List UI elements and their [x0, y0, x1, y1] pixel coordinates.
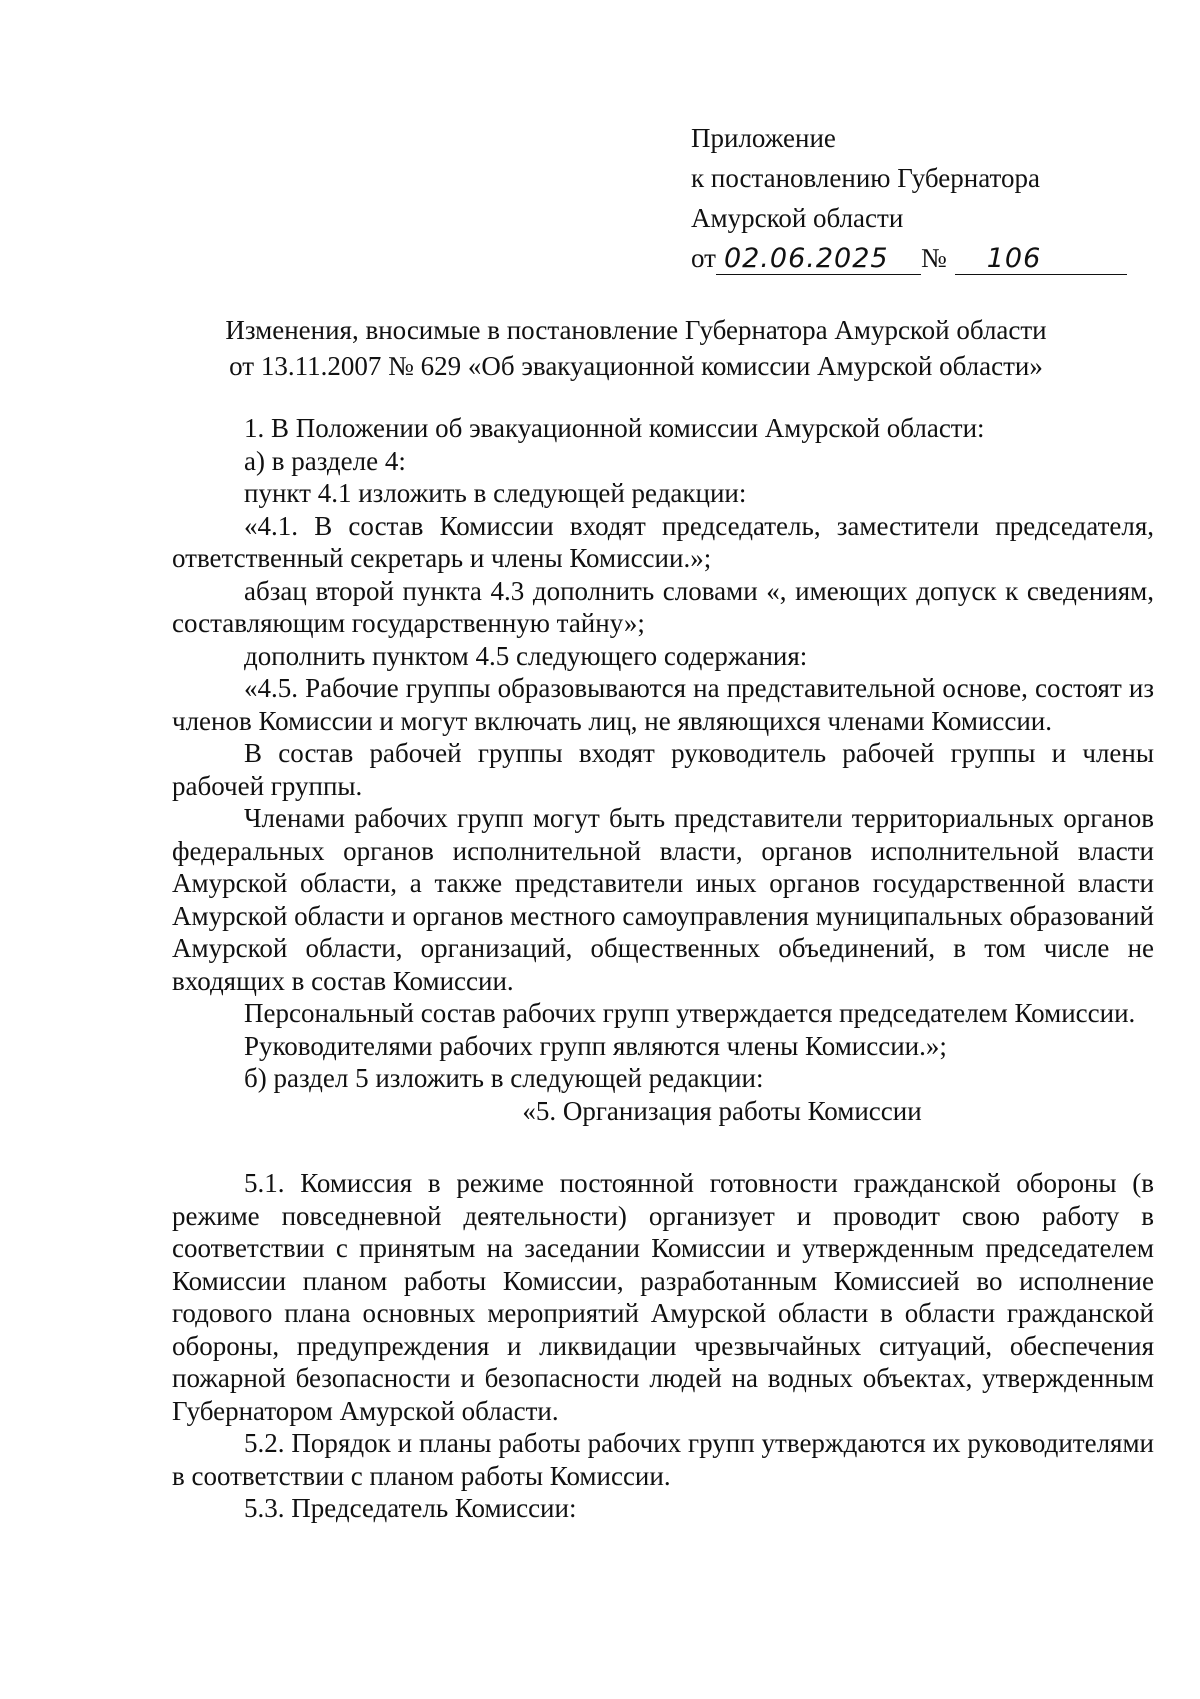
- document-title: [172, 312, 1100, 384]
- handwritten-number: 106: [955, 244, 1127, 275]
- paragraph: 5.3. Председатель Комиссии:: [244, 1493, 577, 1523]
- paragraph: б) раздел 5 изложить в следующей редакции:: [244, 1063, 764, 1093]
- paragraph: 5.2. Порядок и планы работы рабочих групп утверждаются их руководителями в соответствии с планом работы Комиссии.: [172, 1428, 1154, 1491]
- section-heading: «5. Организация работы Комиссии: [522, 1095, 922, 1126]
- paragraph: Руководителями рабочих групп являются члены Комиссии.»;: [244, 1030, 947, 1061]
- paragraph: абзац второй пункта 4.3 дополнить словами «, имеющих допуск к сведениям, составляющим государственную тайну»;: [172, 575, 1154, 638]
- title-line-1: Изменения, вносимые в постановление Губернатора Амурской области: [225, 315, 1047, 345]
- title-line-2: от 13.11.2007 № 629 «Об эвакуационной комиссии Амурской области»: [229, 351, 1043, 381]
- appendix-header: [691, 118, 1121, 278]
- paragraph: 1. В Положении об эвакуационной комиссии Амурской области:: [244, 413, 985, 443]
- paragraph: дополнить пунктом 4.5 следующего содержания:: [244, 640, 808, 671]
- paragraph: В состав рабочей группы входят руководитель рабочей группы и члены рабочей группы.: [172, 738, 1154, 801]
- paragraph: «4.1. В состав Комиссии входят председатель, заместители председателя, ответственный секретарь и члены Комиссии.»;: [172, 510, 1154, 573]
- paragraph: 5.1. Комиссия в режиме постоянной готовности гражданской обороны (в режиме повседневной деятельности) организует и проводит свою работу в соответствии с принятым на заседании Комиссии и утвержденным председателем Комиссии планом работы Комиссии, разработанным Комиссией во исполнение годового плана основных мероприятий Амурской области в области гражданской обороны, предупреждения и ликвидации чрезвычайных ситуаций, обеспечения пожарной безопасности и безопасности людей на водных объектах, утвержденным Губернатором Амурской области.: [172, 1168, 1154, 1426]
- appendix-date-line: [691, 238, 1121, 278]
- paragraph: «4.5. Рабочие группы образовываются на представительной основе, состоят из членов Комиссии и могут включать лиц, не являющихся членами Комиссии.: [172, 673, 1154, 736]
- paragraph: Персональный состав рабочих групп утверждается председателем Комиссии.: [244, 998, 1136, 1028]
- number-prefix: №: [920, 243, 947, 273]
- paragraph: Членами рабочих групп могут быть представители территориальных органов федеральных органов исполнительной власти, органов исполнительной власти Амурской области, а также представители иных органов государственной власти Амурской области и органов местного самоуправления муниципальных образований Амурской области, организаций, общественных объединений, в том числе не входящих в состав Комиссии.: [172, 803, 1154, 996]
- appendix-line-1: Приложение: [691, 123, 836, 153]
- date-prefix: от: [691, 243, 716, 273]
- handwritten-date: 02.06.2025: [716, 244, 921, 275]
- paragraph: а) в разделе 4:: [244, 445, 406, 476]
- document-body: [172, 412, 1154, 1525]
- paragraph: пункт 4.1 изложить в следующей редакции:: [244, 478, 747, 508]
- appendix-line-3: Амурской области: [691, 203, 904, 233]
- appendix-line-2: к постановлению Губернатора: [691, 163, 1040, 193]
